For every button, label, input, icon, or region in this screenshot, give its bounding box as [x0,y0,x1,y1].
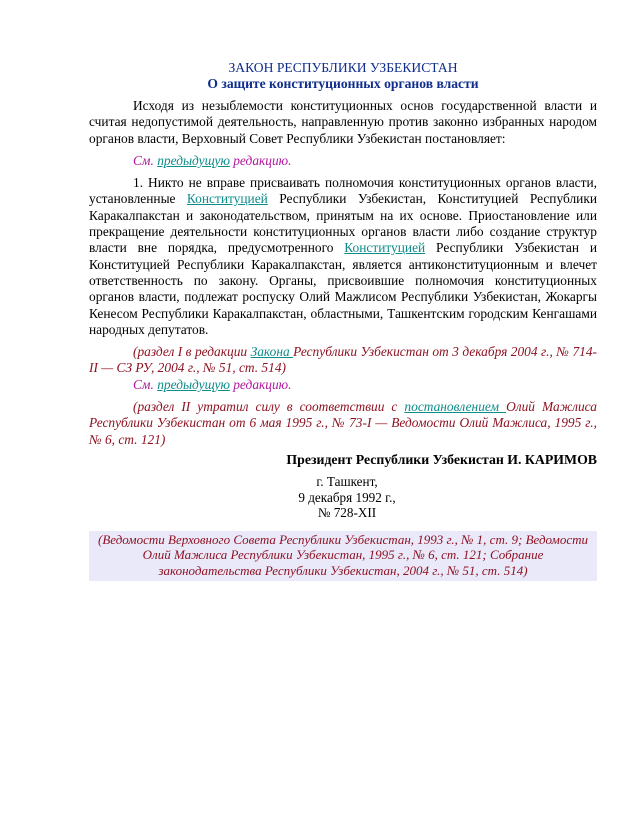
see-previous-prefix: См. [133,376,158,392]
preamble: Исходя из незыблемости конституционных основ государственной власти и считая недопустимой деятельность, направленную против законно избранных народом органов власти, Верховный Совет Республики Узбекистан постановляет: [89,98,597,146]
previous-edition-link[interactable]: предыдущую [157,376,230,392]
note-prefix: (раздел II утратил силу в соответствии с [133,399,405,415]
note-suffix: Республики Узбекистан от 3 декабря 2004 г., № 714-II — СЗ РУ, 2004 г., № 51, ст. 514) [89,344,598,376]
previous-edition-link[interactable]: предыдущую [157,152,230,168]
date: 9 декабря 1992 г., [298,489,396,505]
article-1-text-part-2: Республики Узбекистан, Конституцией Республики Каракалпакстан и законодательством, принятым на их основе. Приостановление или прекращение деятельности конституционных органов власти либо создание структур власти вне порядка, предусмотренного [89,191,597,256]
see-previous-suffix: редакцию. [229,376,292,392]
president-signature: Президент Республики Узбекистан И. КАРИМОВ [286,451,597,467]
see-previous-edition-note [133,153,597,169]
note-prefix: (раздел I в редакции [133,344,251,360]
resolution-link[interactable]: постановлением [404,399,507,415]
place: г. Ташкент, [316,474,378,490]
note-suffix: Олий Мажлиса Республики Узбекистан от 6 мая 1995 г., № 73-I — Ведомости Олий Мажлиса, 1995 г., № 6, ст. 121) [89,399,597,447]
constitution-link[interactable]: Конституцией [186,191,268,207]
place-and-date-block [287,474,407,521]
article-1 [89,175,597,338]
amendment-note-section-1 [89,344,597,377]
document-subtitle: О защите конституционных органов власти [207,76,479,91]
amendment-note-section-2 [89,399,597,448]
constitution-link[interactable]: Конституцией [344,240,426,256]
see-previous-prefix: См. [133,152,158,168]
see-previous-edition-note [133,377,597,393]
document-title: ЗАКОН РЕСПУБЛИКИ УЗБЕКИСТАН [228,60,458,75]
law-link[interactable]: Закона [250,344,294,360]
article-1-text-part-1: 1. Никто не вправе присваивать полномочия конституционных органов власти, установленные [89,175,597,207]
publication-sources-box: (Ведомости Верховного Совета Республики Узбекистан, 1993 г., № 1, ст. 9; Ведомости Олий Мажлиса Республики Узбекистан, 1995 г., № 6, ст. 121; Собрание законодательства Республики Узбекистан, 2004 г., № 51, ст. 514) [89,531,597,582]
law-number: № 728-XII [317,505,377,521]
article-1-text-part-3: Республики Узбекистан и Конституцией Республики Каракалпакстан, является антиконституционным и влечет ответственность по закону. Органы, присвоившие полномочия конституционных органов власти, подлежат роспуску Олий Мажлисом Республики Узбекистан, Жокаргы Кенесом Республики Каракалпакстан, областными, Ташкентским городским Кенгашами народных депутатов. [89,240,597,337]
document-page [89,60,597,581]
see-previous-suffix: редакцию. [229,152,292,168]
